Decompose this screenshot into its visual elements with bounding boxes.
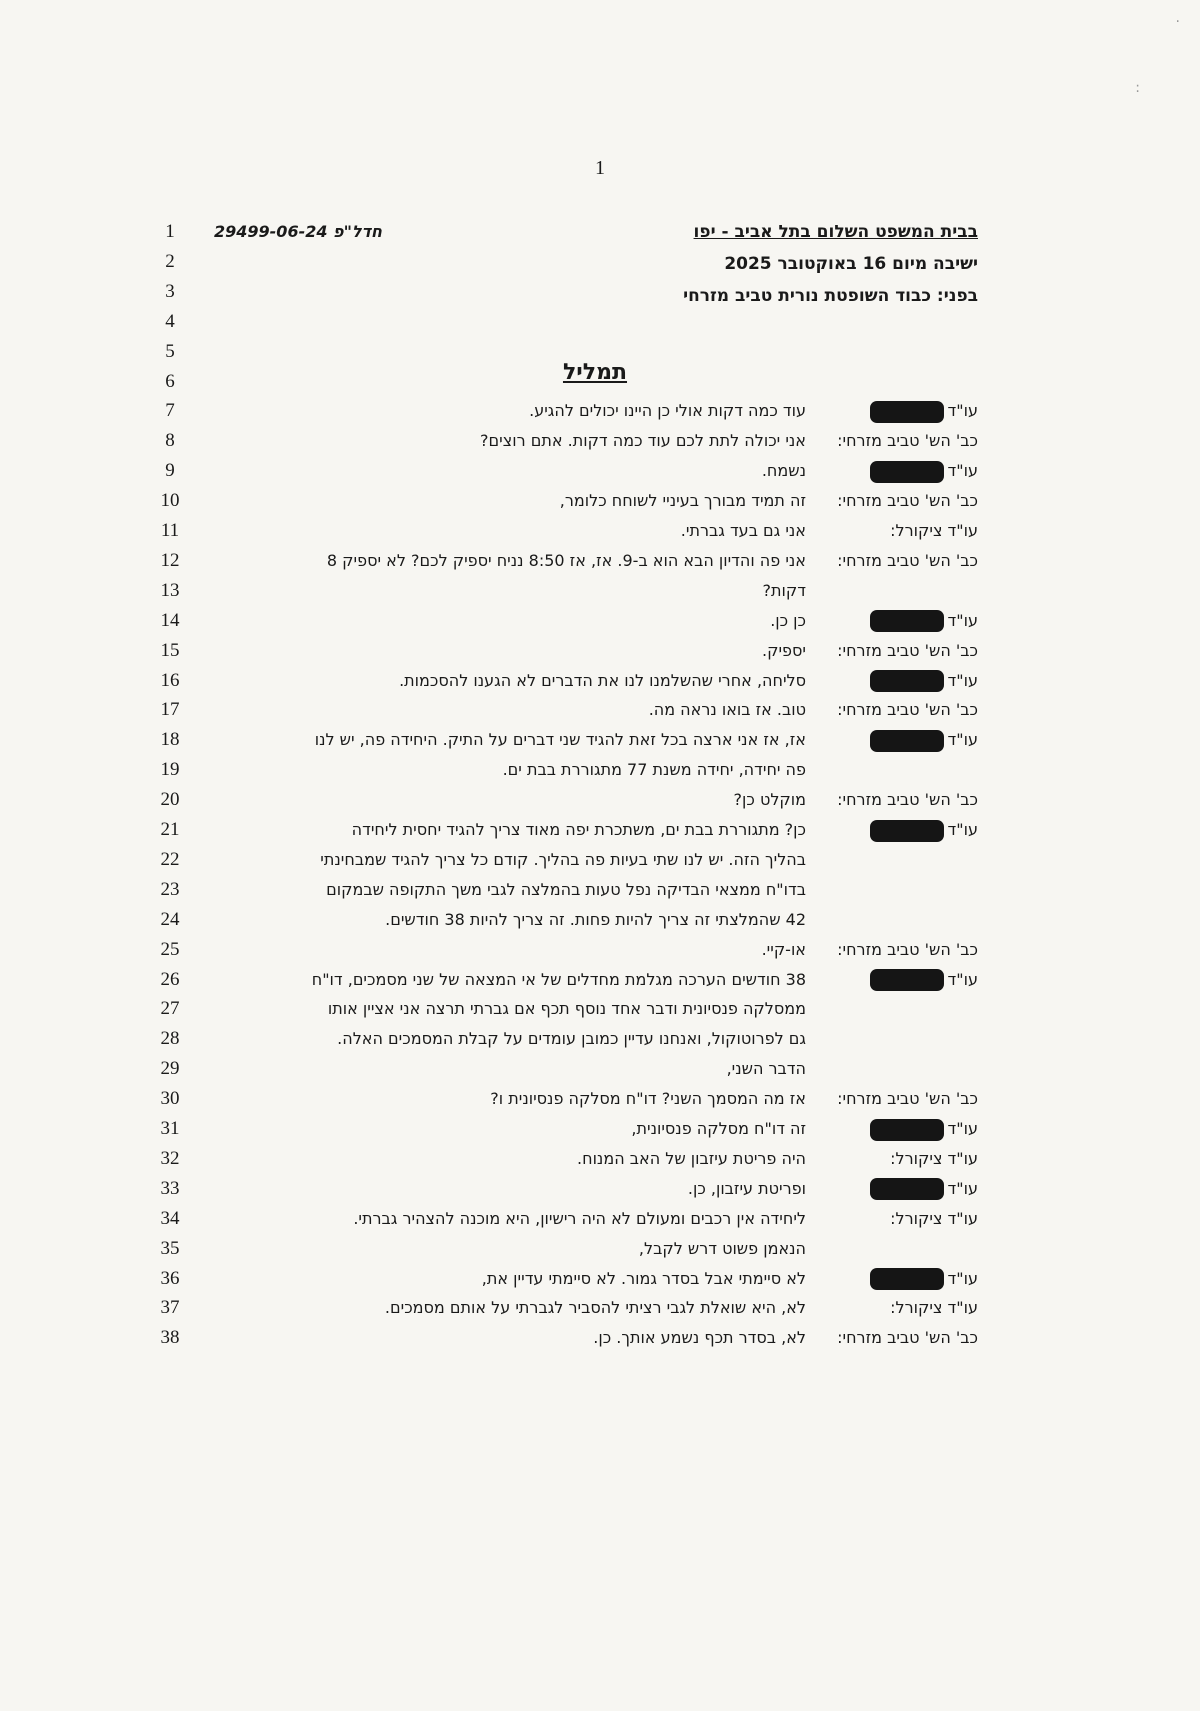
- transcript-line: [213, 1233, 978, 1265]
- transcript-line: [213, 814, 978, 846]
- transcript-line: [213, 605, 978, 637]
- line-number: 28: [160, 1028, 180, 1050]
- speaker-empty: [816, 1053, 978, 1085]
- speaker-label: עו"ד: [947, 1178, 978, 1198]
- speaker-redacted-attorney: [816, 1263, 978, 1295]
- speaker-redacted-attorney: [816, 455, 978, 487]
- line-number: 10: [160, 490, 180, 512]
- speaker-label: עו"ד: [947, 730, 978, 750]
- line-number: 32: [160, 1147, 180, 1169]
- line-number: 35: [160, 1237, 180, 1259]
- speaker-redacted-attorney: [816, 1113, 978, 1145]
- transcript-line: [213, 754, 978, 786]
- line-number: 2: [165, 250, 175, 272]
- speaker-attorney-tzikorel: עו"ד ציקורל:: [890, 1148, 978, 1168]
- utterance-text: 42 שהמלצתי זה צריך להיות פחות. זה צריך להיות 38 חודשים.: [385, 909, 806, 929]
- line-number: 34: [160, 1207, 180, 1229]
- transcript-line: [213, 1203, 978, 1235]
- speaker-empty: [816, 1023, 978, 1055]
- utterance-text: יספיק.: [762, 640, 806, 660]
- utterance-text: אני גם בעד גברתי.: [680, 521, 806, 540]
- speaker-empty: [816, 754, 978, 786]
- line-number: 36: [160, 1267, 180, 1289]
- redaction-mark: [870, 1178, 944, 1200]
- utterance-text: היה פריטת עיזבון של האב המנוח.: [577, 1148, 806, 1168]
- speaker-empty: [816, 575, 978, 607]
- utterance-text: אני פה והדיון הבא הוא ב-9. אז, אז 8:50 נניח יספיק לכם? לא יספיק 8: [326, 550, 806, 570]
- utterance-text: 38 חודשים הערכה מגלמת מחדלים של אי המצאה של שני מסמכים, דו"ח: [311, 969, 806, 989]
- speaker-redacted-attorney: [816, 395, 978, 427]
- utterance-text: לא, היא שואלת לגבי רציתי להסביר לגברתי על אותם מסמכים.: [384, 1298, 806, 1318]
- utterance-text: או-קיי.: [761, 939, 806, 959]
- utterance-text: מוקלט כן?: [733, 790, 806, 810]
- line-number: 26: [160, 968, 180, 990]
- utterance-text: אני יכולה לתת לכם עוד כמה דקות. אתם רוצים?: [480, 431, 806, 451]
- speaker-empty: [816, 874, 978, 906]
- utterance-text: הדבר השני,: [726, 1059, 806, 1079]
- transcript-line: [213, 425, 978, 457]
- corner-mark: :: [1135, 80, 1140, 96]
- transcript-line: [213, 515, 978, 547]
- utterance-text: סליחה, אחרי שהשלמנו לנו את הדברים לא הגענו להסכמות.: [399, 670, 806, 690]
- transcript-line: [213, 545, 978, 577]
- line-number: 37: [160, 1297, 180, 1319]
- transcript-line: [213, 1292, 978, 1324]
- redaction-mark: [870, 461, 944, 483]
- utterance-text: טוב. אז בואו נראה מה.: [648, 700, 806, 720]
- speaker-judge: כב' הש' טביב מזרחי:: [837, 431, 978, 451]
- speaker-empty: [816, 993, 978, 1025]
- speaker-judge: כב' הש' טביב מזרחי:: [837, 550, 978, 570]
- line-number: 4: [165, 310, 175, 332]
- transcript-line: [213, 964, 978, 996]
- speaker-judge: כב' הש' טביב מזרחי:: [837, 790, 978, 810]
- transcript-line: [213, 904, 978, 936]
- utterance-text: ופריטת עיזבון, כן.: [687, 1178, 806, 1198]
- speaker-judge: כב' הש' טביב מזרחי:: [837, 640, 978, 660]
- speaker-redacted-attorney: [816, 814, 978, 846]
- line-number: 22: [160, 848, 180, 870]
- corner-mark: ·: [1175, 14, 1180, 30]
- transcript-line: [213, 455, 978, 487]
- line-number: 24: [160, 908, 180, 930]
- redaction-mark: [870, 670, 944, 692]
- speaker-label: עו"ד: [947, 610, 978, 630]
- speaker-redacted-attorney: [816, 724, 978, 756]
- speaker-label: עו"ד: [947, 670, 978, 690]
- transcript-line: [213, 1322, 978, 1354]
- utterance-text: לא, בסדר תכף נשמע אותך. כן.: [593, 1328, 806, 1348]
- speaker-attorney-tzikorel: עו"ד ציקורל:: [890, 1298, 978, 1318]
- speaker-judge: כב' הש' טביב מזרחי:: [837, 491, 978, 511]
- speaker-label: עו"ד: [947, 1119, 978, 1138]
- line-number: 12: [160, 549, 180, 571]
- speaker-empty: [816, 844, 978, 876]
- utterance-text: פה יחידה, יחידה משנת 77 מתגוררת בבת ים.: [502, 760, 806, 780]
- court-name: בבית המשפט השלום בתל אביב - יפו: [693, 222, 978, 242]
- utterance-text: בהליך הזה. יש לנו שתי בעיות פה בהליך. קודם כל צריך להגיד שמבחינתי: [320, 849, 806, 869]
- line-number: 25: [160, 938, 180, 960]
- line-number: 23: [160, 878, 180, 900]
- line-number: 7: [165, 400, 175, 422]
- utterance-text: נשמח.: [761, 461, 806, 481]
- document-title: תמליל: [562, 360, 628, 385]
- utterance-text: עוד כמה דקות אולי כן היינו יכולים להגיע.: [529, 401, 806, 421]
- speaker-judge: כב' הש' טביב מזרחי:: [837, 1089, 978, 1109]
- transcript-line: [213, 1263, 978, 1295]
- line-number: 17: [160, 699, 180, 721]
- transcript-line: [213, 1113, 978, 1145]
- transcript-line: [213, 694, 978, 726]
- redaction-mark: [870, 969, 944, 991]
- line-number: 21: [160, 819, 180, 840]
- transcript-line: [213, 844, 978, 876]
- speaker-redacted-attorney: [816, 665, 978, 697]
- utterance-text: כן? מתגוררת בבת ים, משתכרת יפה מאוד צריך להגיד יחסית ליחידה: [351, 820, 806, 839]
- utterance-text: אז מה המסמך השני? דו"ח מסלקה פנסיונית ו?: [490, 1089, 806, 1109]
- redaction-mark: [870, 820, 944, 842]
- line-number: 19: [160, 759, 180, 781]
- utterance-text: זה תמיד מבורך בעיניי לשוחח כלומר,: [559, 491, 806, 511]
- transcript-line: [213, 665, 978, 697]
- speaker-label: עו"ד: [947, 1268, 978, 1288]
- speaker-label: עו"ד: [947, 401, 978, 421]
- judge-line: בפני: כבוד השופטת נורית טביב מזרחי: [683, 286, 978, 306]
- speaker-empty: [816, 1233, 978, 1265]
- transcript-line: [213, 1053, 978, 1085]
- utterance-text: הנאמן פשוט דרש לקבל,: [638, 1238, 806, 1258]
- transcript-line: [213, 395, 978, 427]
- transcript-line: [213, 1083, 978, 1115]
- transcript-line: [213, 724, 978, 756]
- line-number: 30: [160, 1088, 180, 1110]
- redaction-mark: [870, 610, 944, 632]
- utterance-text: ליחידה אין רכבים ומעולם לא היה רישיון, היא מוכנה להצהיר גברתי.: [353, 1208, 806, 1228]
- redaction-mark: [870, 1268, 944, 1290]
- line-number: 9: [165, 460, 175, 482]
- transcript-line: [213, 874, 978, 906]
- transcript-line: [213, 635, 978, 667]
- line-number: 5: [165, 340, 175, 362]
- line-number: 20: [160, 789, 180, 811]
- case-number: חדל"פ 29499-06-24: [214, 222, 382, 241]
- transcript-line: [213, 784, 978, 816]
- speaker-redacted-attorney: [816, 1173, 978, 1205]
- line-number: 29: [160, 1058, 180, 1080]
- line-number: 3: [165, 280, 175, 302]
- line-number: 38: [160, 1327, 180, 1349]
- speaker-attorney-tzikorel: עו"ד ציקורל:: [890, 1208, 978, 1228]
- utterance-text: אז, אז אני ארצה בכל זאת להגיד שני דברים על התיק. היחידה פה, יש לנו: [314, 730, 806, 750]
- speaker-attorney-tzikorel: עו"ד ציקורל:: [890, 521, 978, 540]
- line-number: 27: [160, 998, 180, 1020]
- transcript-line: [213, 1173, 978, 1205]
- line-number: 13: [160, 579, 180, 601]
- line-number: 11: [160, 520, 180, 541]
- page-number: 1: [595, 157, 605, 179]
- line-number: 6: [165, 370, 175, 392]
- transcript-line: [213, 485, 978, 517]
- transcript-line: [213, 993, 978, 1025]
- line-number: 15: [160, 639, 180, 661]
- session-date: ישיבה מיום 16 באוקטובר 2025: [724, 254, 978, 274]
- utterance-text: זה דו"ח מסלקה פנסיונית,: [631, 1119, 806, 1138]
- redaction-mark: [870, 401, 944, 423]
- transcript-line: [213, 1143, 978, 1175]
- line-number: 16: [160, 669, 180, 691]
- utterance-text: ממסלקה פנסיונית ודבר אחד נוסף תכף אם גברתי תרצה אני אציין אותו: [327, 999, 806, 1019]
- transcript-line: [213, 575, 978, 607]
- speaker-redacted-attorney: [816, 605, 978, 637]
- utterance-text: בדו"ח ממצאי הבדיקה נפל טעות בהמלצה לגבי משך התקופה שבמקום: [326, 879, 806, 899]
- speaker-label: עו"ד: [947, 969, 978, 989]
- speaker-judge: כב' הש' טביב מזרחי:: [837, 700, 978, 720]
- redaction-mark: [870, 1119, 944, 1141]
- line-number: 33: [160, 1177, 180, 1199]
- line-number: 18: [160, 729, 180, 751]
- transcript-line: [213, 934, 978, 966]
- speaker-judge: כב' הש' טביב מזרחי:: [837, 1328, 978, 1348]
- transcript-line: [213, 1023, 978, 1055]
- utterance-text: כן כן.: [770, 610, 806, 630]
- line-number: 1: [165, 221, 175, 242]
- line-number: 8: [165, 430, 175, 452]
- utterance-text: לא סיימתי אבל בסדר גמור. לא סיימתי עדיין את,: [481, 1268, 806, 1288]
- speaker-empty: [816, 904, 978, 936]
- speaker-label: עו"ד: [947, 820, 978, 839]
- utterance-text: דקות?: [762, 580, 806, 600]
- line-number: 31: [160, 1118, 180, 1139]
- line-number: 14: [160, 609, 180, 631]
- utterance-text: גם לפרוטוקול, ואנחנו עדיין כמובן עומדים על קבלת המסמכים האלה.: [337, 1029, 806, 1049]
- redaction-mark: [870, 730, 944, 752]
- speaker-label: עו"ד: [947, 461, 978, 481]
- speaker-judge: כב' הש' טביב מזרחי:: [837, 939, 978, 959]
- speaker-redacted-attorney: [816, 964, 978, 996]
